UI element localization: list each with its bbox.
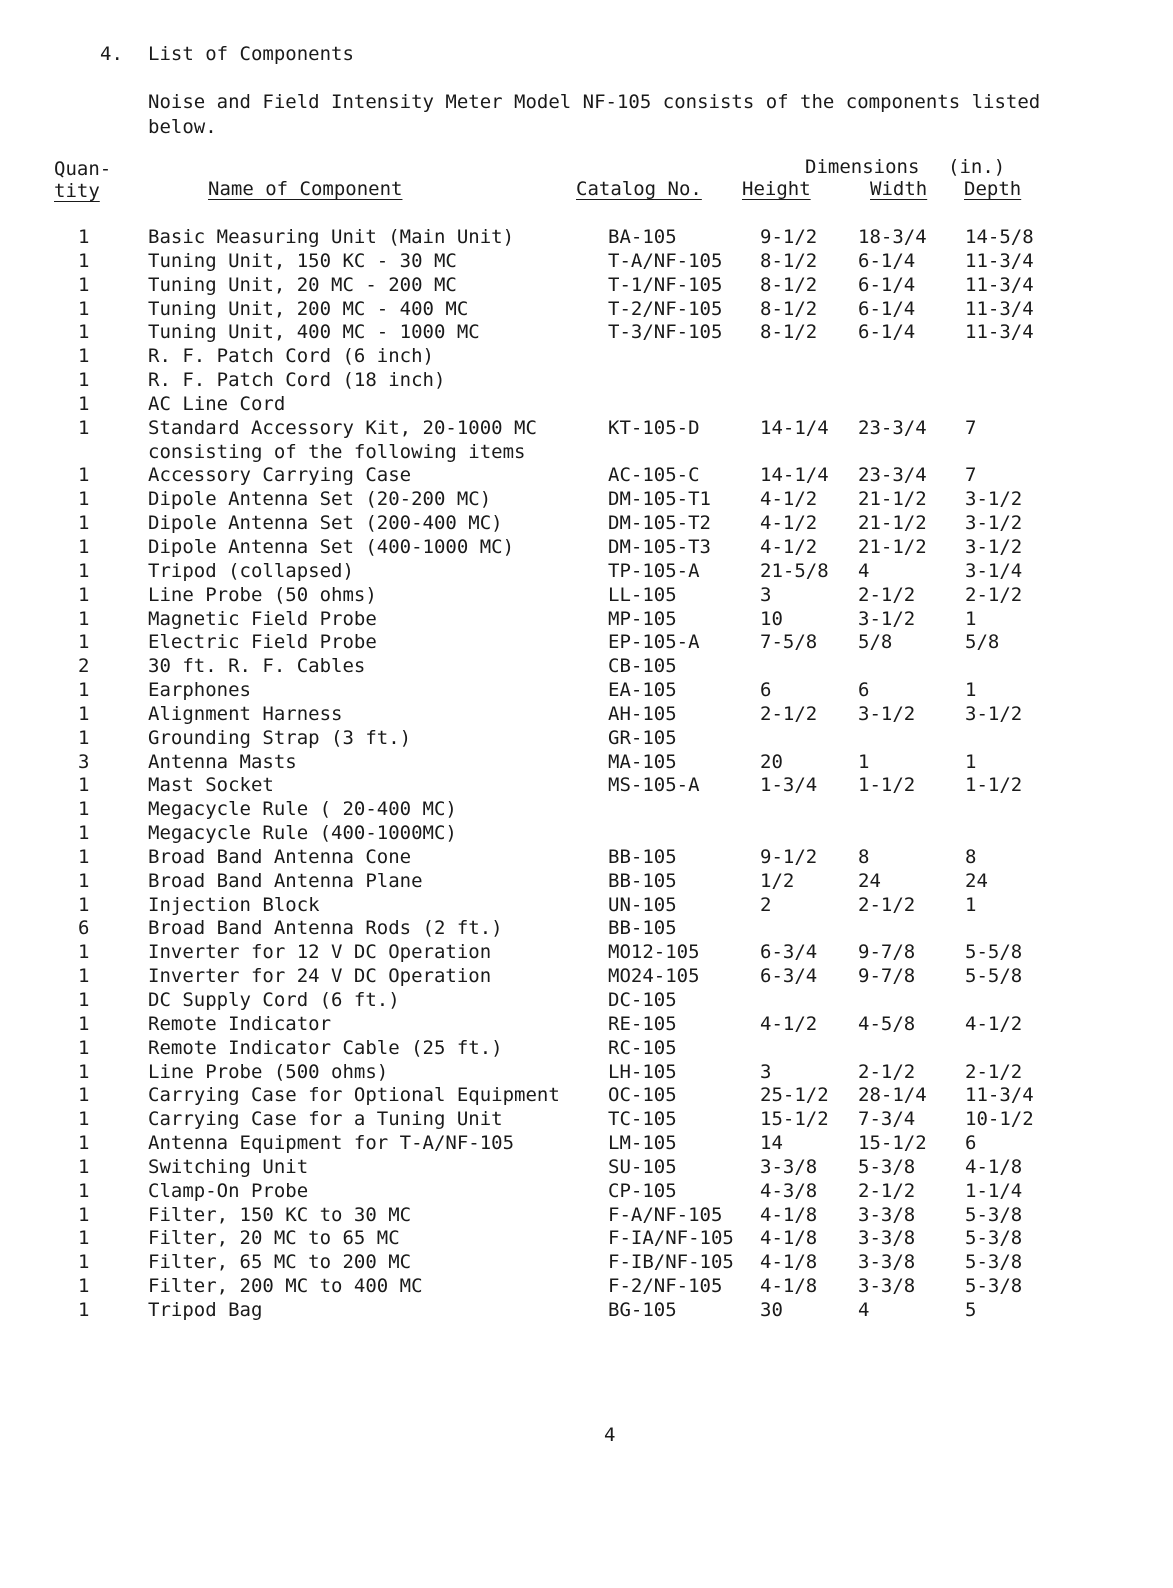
row-depth: 5-3/8 <box>965 1275 1023 1298</box>
table-row <box>0 1013 1173 1037</box>
row-height: 4-1/2 <box>760 488 818 511</box>
row-name: Tripod (collapsed) <box>148 559 354 582</box>
row-catalog: MS-105-A <box>608 774 700 797</box>
row-quantity: 6 <box>78 917 90 940</box>
header-height: Height <box>742 178 811 200</box>
header-name: Name of Component <box>208 178 403 200</box>
row-catalog: F-2/NF-105 <box>608 1275 723 1298</box>
header-catalog: Catalog No. <box>576 178 702 200</box>
row-depth: 5-5/8 <box>965 941 1023 964</box>
row-catalog: SU-105 <box>608 1155 677 1178</box>
row-name: Broad Band Antenna Rods (2 ft.) <box>148 917 503 940</box>
table-row <box>0 1180 1173 1204</box>
row-quantity: 1 <box>78 726 90 749</box>
row-name: 30 ft. R. F. Cables <box>148 655 366 678</box>
table-row <box>0 1299 1173 1323</box>
row-catalog: MO24-105 <box>608 965 700 988</box>
row-width: 2-1/2 <box>858 893 916 916</box>
table-row <box>0 774 1173 798</box>
table-row <box>0 226 1173 250</box>
row-depth: 8 <box>965 845 977 868</box>
row-quantity: 1 <box>78 297 90 320</box>
row-name: Tuning Unit, 200 MC - 400 MC <box>148 297 469 320</box>
row-width: 28-1/4 <box>858 1084 927 1107</box>
row-name: Broad Band Antenna Plane <box>148 869 423 892</box>
row-name: Inverter for 12 V DC Operation <box>148 941 492 964</box>
table-row <box>0 1108 1173 1132</box>
table-row <box>0 584 1173 608</box>
row-catalog: BG-105 <box>608 1298 677 1321</box>
table-row <box>0 703 1173 727</box>
row-depth: 3-1/2 <box>965 702 1023 725</box>
row-height: 2-1/2 <box>760 702 818 725</box>
table-row <box>0 369 1173 393</box>
row-catalog: AH-105 <box>608 702 677 725</box>
intro-paragraph: Noise and Field Intensity Meter Model NF-105 consists of the components listed below. <box>148 91 1041 138</box>
table-row <box>0 917 1173 941</box>
row-quantity: 1 <box>78 798 90 821</box>
row-name: Tuning Unit, 150 KC - 30 MC <box>148 249 457 272</box>
components-table <box>0 226 1173 1323</box>
table-row <box>0 894 1173 918</box>
row-height: 8-1/2 <box>760 321 818 344</box>
row-width: 2-1/2 <box>858 1179 916 1202</box>
row-catalog: GR-105 <box>608 726 677 749</box>
row-name: Filter, 65 MC to 200 MC <box>148 1251 412 1274</box>
row-width: 18-3/4 <box>858 226 927 248</box>
row-name: Basic Measuring Unit (Main Unit) <box>148 226 515 248</box>
table-row <box>0 274 1173 298</box>
row-catalog: DM-105-T3 <box>608 535 711 558</box>
row-catalog: MA-105 <box>608 750 677 773</box>
row-catalog: T-1/NF-105 <box>608 273 723 296</box>
table-row <box>0 393 1173 417</box>
row-catalog: LL-105 <box>608 583 677 606</box>
row-catalog: AC-105-C <box>608 464 700 487</box>
row-width: 8 <box>858 845 870 868</box>
row-depth: 3-1/2 <box>965 512 1023 535</box>
table-row <box>0 822 1173 846</box>
header-depth: Depth <box>964 178 1022 200</box>
row-width: 1-1/2 <box>858 774 916 797</box>
row-quantity: 1 <box>78 679 90 702</box>
row-name: Carrying Case for a Tuning Unit <box>148 1108 503 1131</box>
row-catalog: F-IB/NF-105 <box>608 1251 734 1274</box>
row-catalog: LH-105 <box>608 1060 677 1083</box>
table-row <box>0 846 1173 870</box>
table-row <box>0 798 1173 822</box>
row-quantity: 1 <box>78 893 90 916</box>
row-quantity: 1 <box>78 702 90 725</box>
table-row <box>0 1275 1173 1299</box>
row-name: Dipole Antenna Set (200-400 MC) <box>148 512 503 535</box>
row-name: Megacycle Rule (400-1000MC) <box>148 822 457 845</box>
row-height: 4-3/8 <box>760 1179 818 1202</box>
table-row <box>0 1084 1173 1108</box>
row-name: Remote Indicator Cable (25 ft.) <box>148 1036 503 1059</box>
row-width: 4-5/8 <box>858 1012 916 1035</box>
row-quantity: 1 <box>78 1227 90 1250</box>
row-depth: 24 <box>965 869 988 892</box>
row-catalog: RE-105 <box>608 1012 677 1035</box>
row-name: Filter, 20 MC to 65 MC <box>148 1227 400 1250</box>
row-quantity: 1 <box>78 965 90 988</box>
row-width: 6-1/4 <box>858 249 916 272</box>
table-row <box>0 1227 1173 1251</box>
row-quantity: 1 <box>78 512 90 535</box>
row-depth: 5-3/8 <box>965 1203 1023 1226</box>
row-depth: 1 <box>965 893 977 916</box>
row-width: 3-1/2 <box>858 702 916 725</box>
table-row <box>0 1156 1173 1180</box>
table-row <box>0 321 1173 345</box>
row-width: 5/8 <box>858 631 893 654</box>
row-height: 6 <box>760 679 772 702</box>
row-quantity: 1 <box>78 273 90 296</box>
row-width: 24 <box>858 869 881 892</box>
row-depth: 1-1/2 <box>965 774 1023 797</box>
row-depth: 10-1/2 <box>965 1108 1034 1131</box>
row-height: 10 <box>760 607 783 630</box>
row-catalog: T-2/NF-105 <box>608 297 723 320</box>
row-quantity: 1 <box>78 416 90 439</box>
row-quantity: 1 <box>78 369 90 392</box>
row-quantity: 1 <box>78 1084 90 1107</box>
table-row <box>0 488 1173 512</box>
row-quantity: 1 <box>78 1060 90 1083</box>
row-catalog: BB-105 <box>608 869 677 892</box>
row-catalog: UN-105 <box>608 893 677 916</box>
row-width: 6 <box>858 679 870 702</box>
row-name: Mast Socket <box>148 774 274 797</box>
row-name: Grounding Strap (3 ft.) <box>148 726 412 749</box>
row-width: 7-3/4 <box>858 1108 916 1131</box>
row-name: Carrying Case for Optional Equipment <box>148 1084 560 1107</box>
row-quantity: 1 <box>78 774 90 797</box>
row-depth: 3-1/2 <box>965 535 1023 558</box>
row-height: 14-1/4 <box>760 464 829 487</box>
row-quantity: 1 <box>78 583 90 606</box>
header-quantity-line2: tity <box>54 180 100 202</box>
row-depth: 11-3/4 <box>965 297 1034 320</box>
row-width: 3-3/8 <box>858 1251 916 1274</box>
row-catalog: BA-105 <box>608 226 677 248</box>
row-height: 4-1/8 <box>760 1275 818 1298</box>
row-height: 15-1/2 <box>760 1108 829 1131</box>
row-quantity: 1 <box>78 1132 90 1155</box>
section-heading <box>100 43 354 65</box>
row-depth: 4-1/2 <box>965 1012 1023 1035</box>
row-width: 9-7/8 <box>858 965 916 988</box>
row-quantity: 1 <box>78 1108 90 1131</box>
table-row <box>0 512 1173 536</box>
table-row <box>0 727 1173 751</box>
row-name: Dipole Antenna Set (400-1000 MC) <box>148 535 515 558</box>
row-catalog: DM-105-T2 <box>608 512 711 535</box>
row-catalog: BB-105 <box>608 917 677 940</box>
row-depth: 3-1/4 <box>965 559 1023 582</box>
header-width: Width <box>870 178 928 200</box>
row-width: 2-1/2 <box>858 583 916 606</box>
row-catalog: TC-105 <box>608 1108 677 1131</box>
row-width: 6-1/4 <box>858 273 916 296</box>
row-name: Earphones <box>148 679 251 702</box>
row-depth: 5-3/8 <box>965 1251 1023 1274</box>
row-height: 1/2 <box>760 869 795 892</box>
row-width: 3-3/8 <box>858 1227 916 1250</box>
row-catalog: MO12-105 <box>608 941 700 964</box>
row-catalog: RC-105 <box>608 1036 677 1059</box>
row-depth: 1 <box>965 607 977 630</box>
row-depth: 5-3/8 <box>965 1227 1023 1250</box>
row-height: 3 <box>760 583 772 606</box>
page-number: 4 <box>604 1424 616 1446</box>
row-depth: 2-1/2 <box>965 583 1023 606</box>
row-quantity: 1 <box>78 1155 90 1178</box>
row-height: 8-1/2 <box>760 273 818 296</box>
row-quantity: 1 <box>78 321 90 344</box>
row-quantity: 1 <box>78 1179 90 1202</box>
row-name: Antenna Equipment for T-A/NF-105 <box>148 1132 515 1155</box>
row-name: Broad Band Antenna Cone <box>148 845 412 868</box>
row-depth: 7 <box>965 464 977 487</box>
row-height: 2 <box>760 893 772 916</box>
row-quantity: 1 <box>78 345 90 368</box>
row-height: 25-1/2 <box>760 1084 829 1107</box>
row-quantity: 2 <box>78 655 90 678</box>
row-height: 9-1/2 <box>760 226 818 248</box>
row-name: Electric Field Probe <box>148 631 377 654</box>
row-quantity: 1 <box>78 1012 90 1035</box>
row-name: Accessory Carrying Case <box>148 464 412 487</box>
row-width: 4 <box>858 1298 870 1321</box>
row-height: 14-1/4 <box>760 416 829 439</box>
row-depth: 7 <box>965 416 977 439</box>
row-name: Alignment Harness <box>148 702 343 725</box>
row-catalog: CP-105 <box>608 1179 677 1202</box>
row-name: Megacycle Rule ( 20-400 MC) <box>148 798 457 821</box>
row-depth: 4-1/8 <box>965 1155 1023 1178</box>
row-quantity: 1 <box>78 1298 90 1321</box>
row-height: 4-1/8 <box>760 1203 818 1226</box>
row-name: Filter, 200 MC to 400 MC <box>148 1275 423 1298</box>
row-name: AC Line Cord <box>148 392 286 415</box>
table-row <box>0 536 1173 560</box>
row-catalog: BB-105 <box>608 845 677 868</box>
row-catalog: F-A/NF-105 <box>608 1203 723 1226</box>
table-row <box>0 298 1173 322</box>
row-name: Injection Block <box>148 893 320 916</box>
row-height: 7-5/8 <box>760 631 818 654</box>
table-row <box>0 608 1173 632</box>
row-height: 30 <box>760 1298 783 1321</box>
row-name: Standard Accessory Kit, 20-1000 MC <box>148 416 537 439</box>
section-number: 4. <box>100 43 123 65</box>
table-row <box>0 560 1173 584</box>
table-row <box>0 250 1173 274</box>
table-row <box>0 751 1173 775</box>
row-catalog: T-A/NF-105 <box>608 249 723 272</box>
row-quantity: 1 <box>78 941 90 964</box>
row-width: 3-3/8 <box>858 1275 916 1298</box>
row-catalog: KT-105-D <box>608 416 700 439</box>
table-row <box>0 1204 1173 1228</box>
row-name: Tuning Unit, 20 MC - 200 MC <box>148 273 457 296</box>
row-quantity: 1 <box>78 464 90 487</box>
row-height: 4-1/2 <box>760 535 818 558</box>
row-name: Switching Unit <box>148 1155 309 1178</box>
row-catalog: CB-105 <box>608 655 677 678</box>
table-row <box>0 1061 1173 1085</box>
row-width: 5-3/8 <box>858 1155 916 1178</box>
row-quantity: 1 <box>78 822 90 845</box>
row-width: 3-3/8 <box>858 1203 916 1226</box>
row-name: Remote Indicator <box>148 1012 332 1035</box>
row-depth: 3-1/2 <box>965 488 1023 511</box>
row-catalog: LM-105 <box>608 1132 677 1155</box>
table-row <box>0 345 1173 369</box>
row-quantity: 1 <box>78 869 90 892</box>
table-row <box>0 870 1173 894</box>
row-height: 8-1/2 <box>760 249 818 272</box>
row-name: Tripod Bag <box>148 1298 263 1321</box>
row-depth: 1 <box>965 679 977 702</box>
row-depth: 5-5/8 <box>965 965 1023 988</box>
row-height: 6-3/4 <box>760 941 818 964</box>
row-name: Filter, 150 KC to 30 MC <box>148 1203 412 1226</box>
row-width: 21-1/2 <box>858 488 927 511</box>
row-width: 4 <box>858 559 870 582</box>
row-height: 20 <box>760 750 783 773</box>
row-depth: 11-3/4 <box>965 321 1034 344</box>
row-depth: 11-3/4 <box>965 273 1034 296</box>
row-height: 4-1/8 <box>760 1251 818 1274</box>
row-depth: 2-1/2 <box>965 1060 1023 1083</box>
header-unit: (in.) <box>948 156 1006 178</box>
row-width: 15-1/2 <box>858 1132 927 1155</box>
row-catalog: EP-105-A <box>608 631 700 654</box>
row-quantity: 1 <box>78 631 90 654</box>
row-catalog: EA-105 <box>608 679 677 702</box>
row-quantity: 1 <box>78 1203 90 1226</box>
row-quantity: 1 <box>78 535 90 558</box>
row-height: 1-3/4 <box>760 774 818 797</box>
row-quantity: 1 <box>78 488 90 511</box>
row-name: Dipole Antenna Set (20-200 MC) <box>148 488 492 511</box>
row-height: 4-1/2 <box>760 1012 818 1035</box>
row-height: 3-3/8 <box>760 1155 818 1178</box>
row-depth: 14-5/8 <box>965 226 1034 248</box>
header-quantity-line1: Quan- <box>54 158 112 180</box>
row-name: Magnetic Field Probe <box>148 607 377 630</box>
row-width: 6-1/4 <box>858 297 916 320</box>
row-width: 23-3/4 <box>858 464 927 487</box>
row-depth: 1 <box>965 750 977 773</box>
table-row <box>0 417 1173 441</box>
row-quantity: 1 <box>78 1036 90 1059</box>
row-height: 8-1/2 <box>760 297 818 320</box>
row-name: R. F. Patch Cord (18 inch) <box>148 369 446 392</box>
row-height: 14 <box>760 1132 783 1155</box>
row-quantity: 1 <box>78 226 90 248</box>
row-quantity: 1 <box>78 607 90 630</box>
row-catalog: F-IA/NF-105 <box>608 1227 734 1250</box>
table-row <box>0 441 1173 465</box>
row-name: Line Probe (50 ohms) <box>148 583 377 606</box>
row-depth: 5 <box>965 1298 977 1321</box>
row-depth: 11-3/4 <box>965 249 1034 272</box>
row-depth: 6 <box>965 1132 977 1155</box>
row-depth: 1-1/4 <box>965 1179 1023 1202</box>
row-catalog: TP-105-A <box>608 559 700 582</box>
row-width: 9-7/8 <box>858 941 916 964</box>
row-quantity: 1 <box>78 392 90 415</box>
row-name: consisting of the following items <box>148 440 526 463</box>
row-name: Antenna Masts <box>148 750 297 773</box>
row-depth: 11-3/4 <box>965 1084 1034 1107</box>
row-catalog: DM-105-T1 <box>608 488 711 511</box>
row-quantity: 1 <box>78 1251 90 1274</box>
row-depth: 5/8 <box>965 631 1000 654</box>
row-width: 6-1/4 <box>858 321 916 344</box>
table-row <box>0 965 1173 989</box>
row-quantity: 1 <box>78 845 90 868</box>
section-title: List of Components <box>148 43 354 65</box>
row-name: DC Supply Cord (6 ft.) <box>148 989 400 1011</box>
row-quantity: 1 <box>78 989 90 1011</box>
row-quantity: 1 <box>78 1275 90 1298</box>
table-row <box>0 1132 1173 1156</box>
row-height: 21-5/8 <box>760 559 829 582</box>
table-row <box>0 464 1173 488</box>
row-width: 21-1/2 <box>858 512 927 535</box>
header-dimensions: Dimensions <box>805 156 920 178</box>
row-catalog: T-3/NF-105 <box>608 321 723 344</box>
row-width: 3-1/2 <box>858 607 916 630</box>
row-width: 1 <box>858 750 870 773</box>
table-row <box>0 1037 1173 1061</box>
row-name: R. F. Patch Cord (6 inch) <box>148 345 434 368</box>
row-height: 4-1/8 <box>760 1227 818 1250</box>
row-catalog: OC-105 <box>608 1084 677 1107</box>
row-name: Line Probe (500 ohms) <box>148 1060 389 1083</box>
row-quantity: 1 <box>78 249 90 272</box>
row-quantity: 1 <box>78 559 90 582</box>
table-row <box>0 631 1173 655</box>
row-height: 9-1/2 <box>760 845 818 868</box>
table-row <box>0 989 1173 1013</box>
table-row <box>0 1251 1173 1275</box>
row-width: 2-1/2 <box>858 1060 916 1083</box>
row-height: 6-3/4 <box>760 965 818 988</box>
table-row <box>0 655 1173 679</box>
row-width: 21-1/2 <box>858 535 927 558</box>
row-name: Tuning Unit, 400 MC - 1000 MC <box>148 321 480 344</box>
row-width: 23-3/4 <box>858 416 927 439</box>
row-height: 4-1/2 <box>760 512 818 535</box>
table-row <box>0 941 1173 965</box>
row-quantity: 3 <box>78 750 90 773</box>
row-name: Inverter for 24 V DC Operation <box>148 965 492 988</box>
row-height: 3 <box>760 1060 772 1083</box>
row-catalog: MP-105 <box>608 607 677 630</box>
table-row <box>0 679 1173 703</box>
row-catalog: DC-105 <box>608 989 677 1011</box>
row-name: Clamp-On Probe <box>148 1179 309 1202</box>
